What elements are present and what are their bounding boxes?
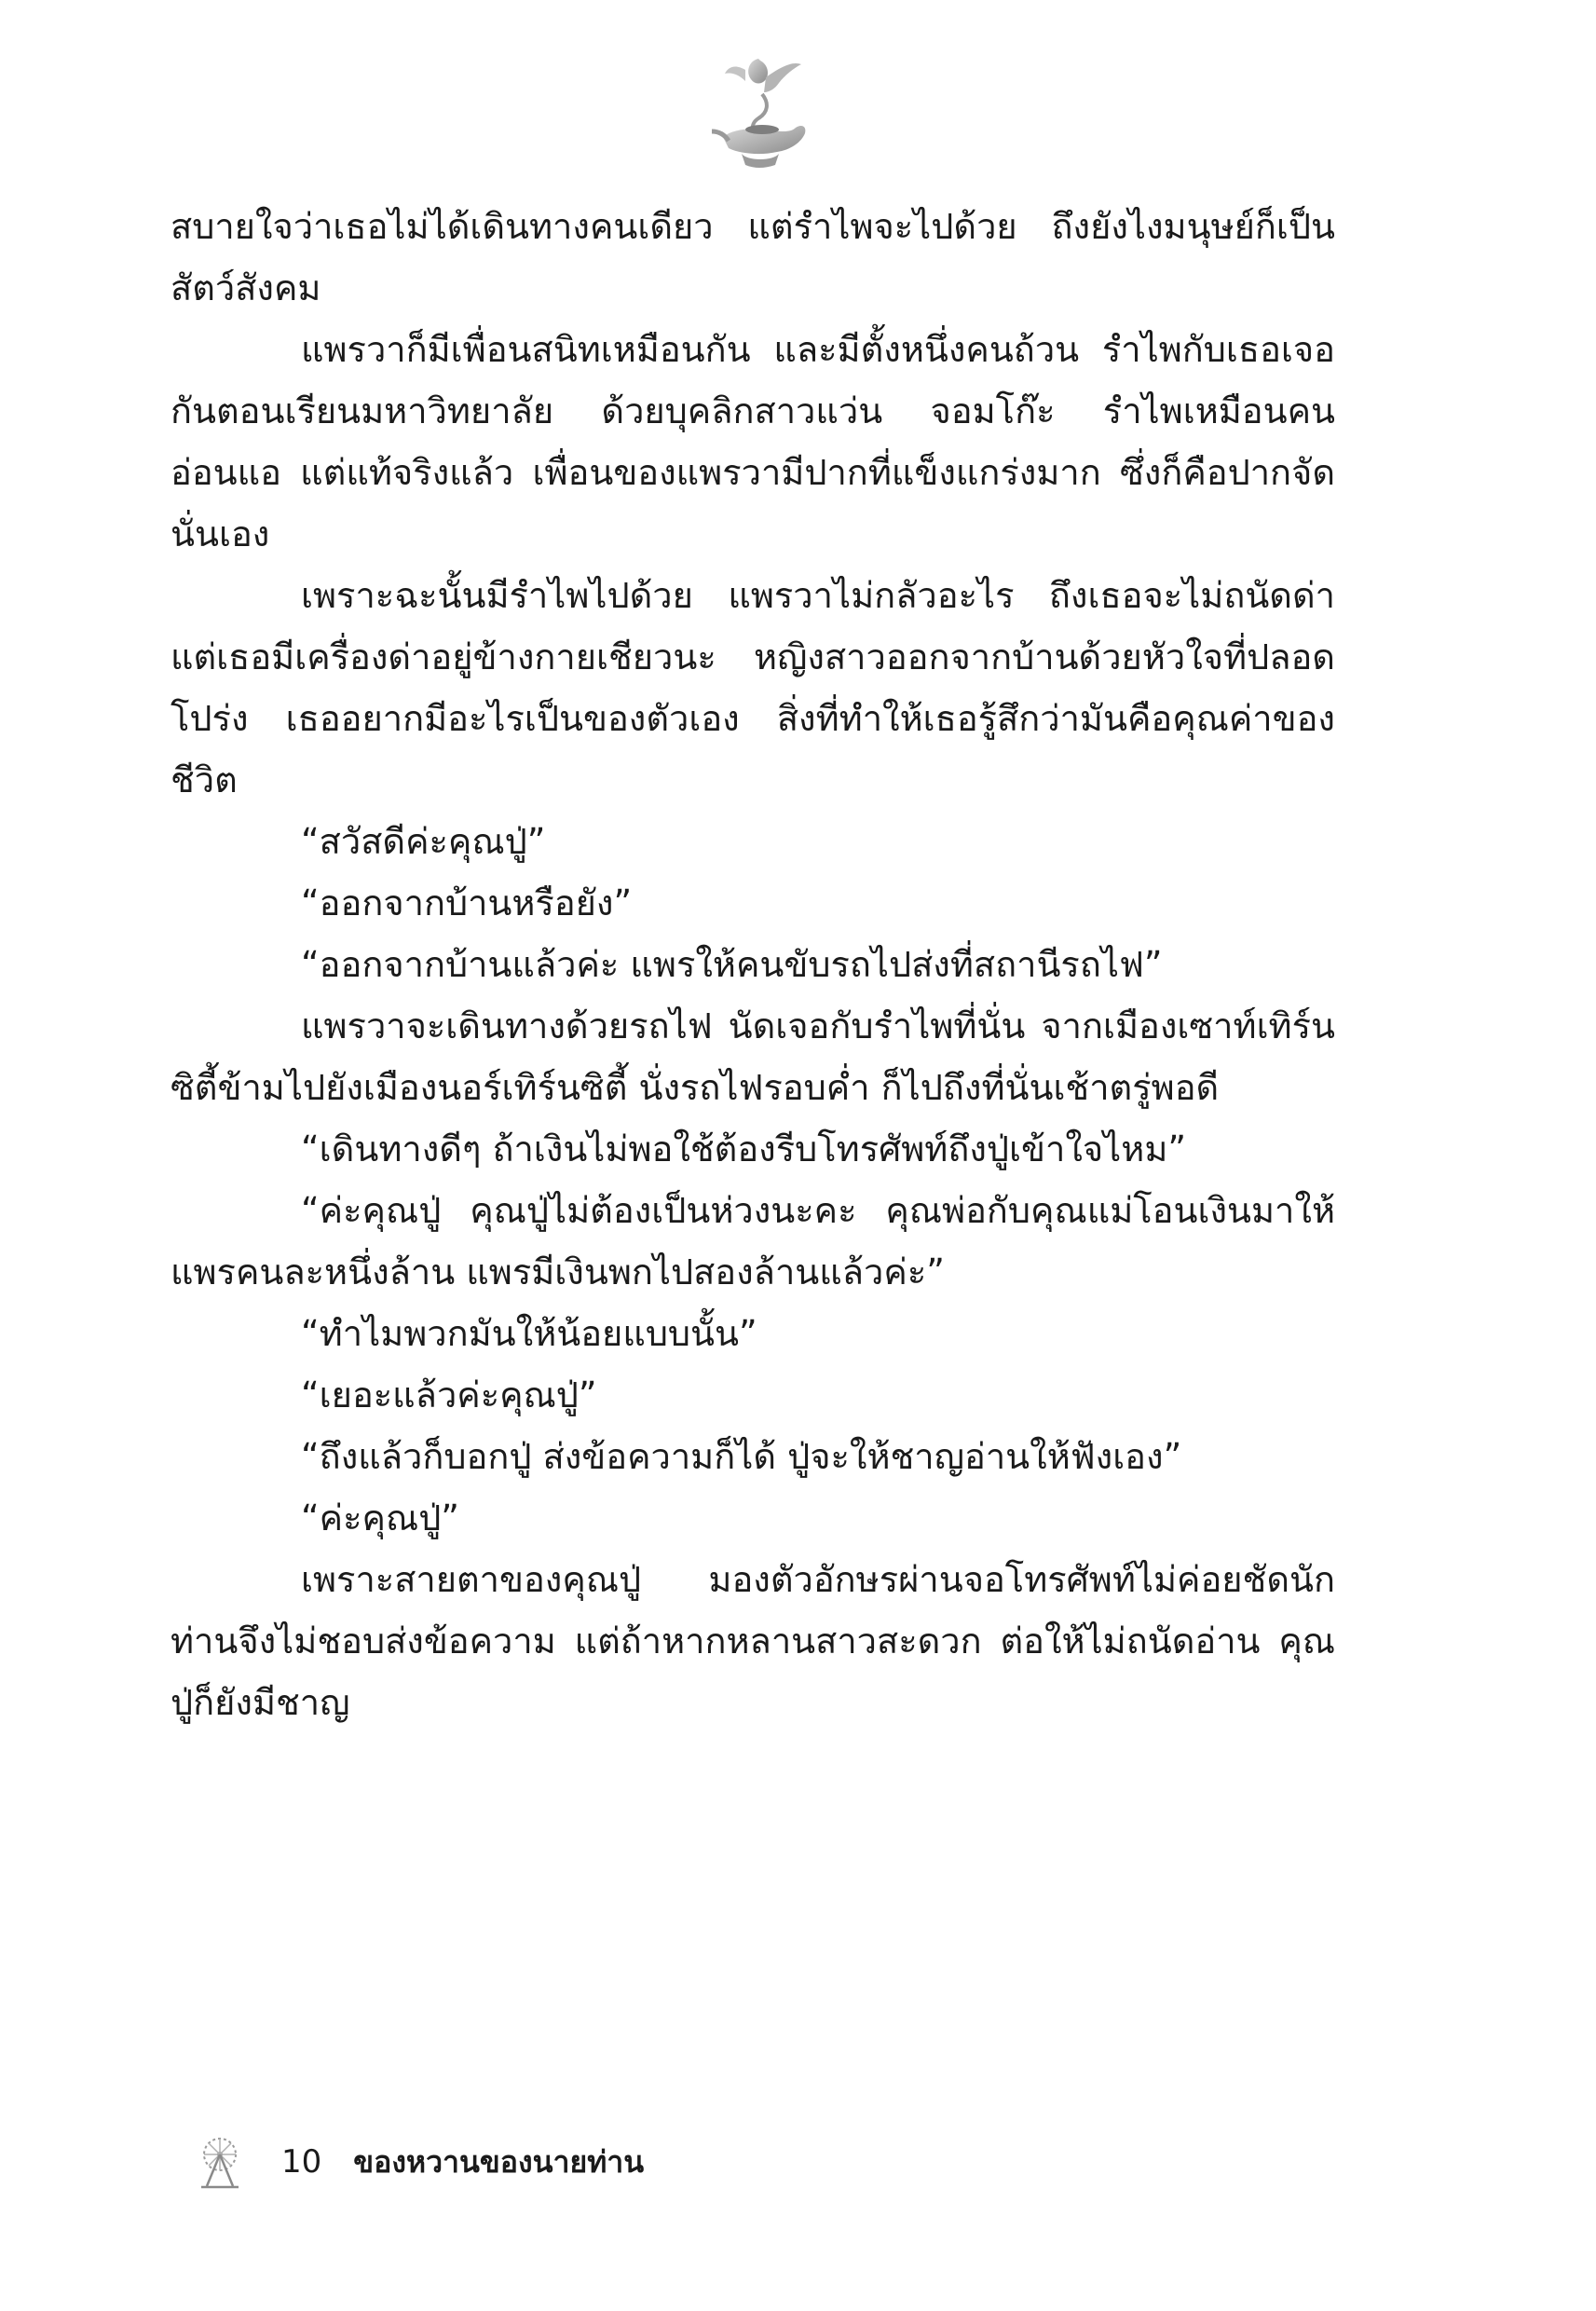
paragraph-7: แพรวาจะเดินทางด้วยรถไฟ นัดเจอกับรำไพที่นั่น จากเมืองเซาท์เทิร์นซิตี้ข้ามไปยังเมืองนอร์เทิร์นซิตี้ นั่งรถไฟรอบค่ำ ก็ไปถึงที่นั่นเช้าตรู่พอดี	[171, 1005, 1335, 1108]
body-text	[171, 196, 1335, 1733]
dialogue-line: “ทำไมพวกมันให้น้อยแบบนั้น”	[301, 1313, 757, 1354]
paragraph-1: สบายใจว่าเธอไม่ได้เดินทางคนเดียว แต่รำไพจะไปด้วย ถึงยังไงมนุษย์ก็เป็นสัตว์สังคม	[171, 206, 1335, 308]
paragraph-14: เพราะสายตาของคุณปู่ มองตัวอักษรผ่านจอโทรศัพท์ไม่ค่อยชัดนัก ท่านจึงไม่ชอบส่งข้อความ แต่ถ้าหากหลานสาวสะดวก ต่อให้ไม่ถนัดอ่าน คุณปู่ก็ยังมีชาญ	[171, 1559, 1335, 1723]
dialogue-line: “เยอะแล้วค่ะคุณปู่”	[301, 1374, 597, 1415]
dialogue-line: “ค่ะคุณปู่”	[301, 1497, 459, 1538]
dialogue-line: “สวัสดีค่ะคุณปู่”	[301, 821, 546, 862]
dialogue-line: “เดินทางดีๆ ถ้าเงินไม่พอใช้ต้องรีบโทรศัพท์ถึงปู่เข้าใจไหม”	[301, 1128, 1187, 1169]
page-number: 10	[281, 2143, 322, 2181]
dialogue-line: “ออกจากบ้านหรือยัง”	[301, 882, 633, 923]
paragraph-3: เพราะฉะนั้นมีรำไพไปด้วย แพรวาไม่กลัวอะไร ถึงเธอจะไม่ถนัดด่า แต่เธอมีเครื่องด่าอยู่ข้างกายเชียวนะ หญิงสาวออกจากบ้านด้วยหัวใจที่ปลอดโปร่ง เธออยากมีอะไรเป็นของตัวเอง สิ่งที่ทำให้เธอรู้สึกว่ามันคือคุณค่าของชีวิต	[171, 575, 1335, 800]
book-title: ของหวานของนายท่าน	[353, 2143, 645, 2180]
dialogue-line: “ออกจากบ้านแล้วค่ะ แพรให้คนขับรถไปส่งที่สถานีรถไฟ”	[301, 944, 1163, 985]
ferris-wheel-icon	[194, 2134, 246, 2190]
paragraph-2: แพรวาก็มีเพื่อนสนิทเหมือนกัน และมีตั้งหนึ่งคนถ้วน รำไพกับเธอเจอกันตอนเรียนมหาวิทยาลัย ด้วยบุคลิกสาวแว่น จอมโก๊ะ รำไพเหมือนคนอ่อนแอ แต่แท้จริงแล้ว เพื่อนของแพรวามีปากที่แข็งแกร่งมาก ซึ่งก็คือปากจัดนั่นเอง	[171, 329, 1335, 554]
genie-lamp-icon	[704, 51, 816, 172]
page-footer	[194, 2134, 644, 2190]
dialogue-line: “ถึงแล้วก็บอกปู่ ส่งข้อความก็ได้ ปู่จะให้ชาญอ่านให้ฟังเอง”	[301, 1436, 1182, 1477]
dialogue-line: “ค่ะคุณปู่ คุณปู่ไม่ต้องเป็นห่วงนะคะ คุณพ่อกับคุณแม่โอนเงินมาให้แพรคนละหนึ่งล้าน แพรมีเงินพกไปสองล้านแล้วค่ะ”	[171, 1190, 1335, 1292]
